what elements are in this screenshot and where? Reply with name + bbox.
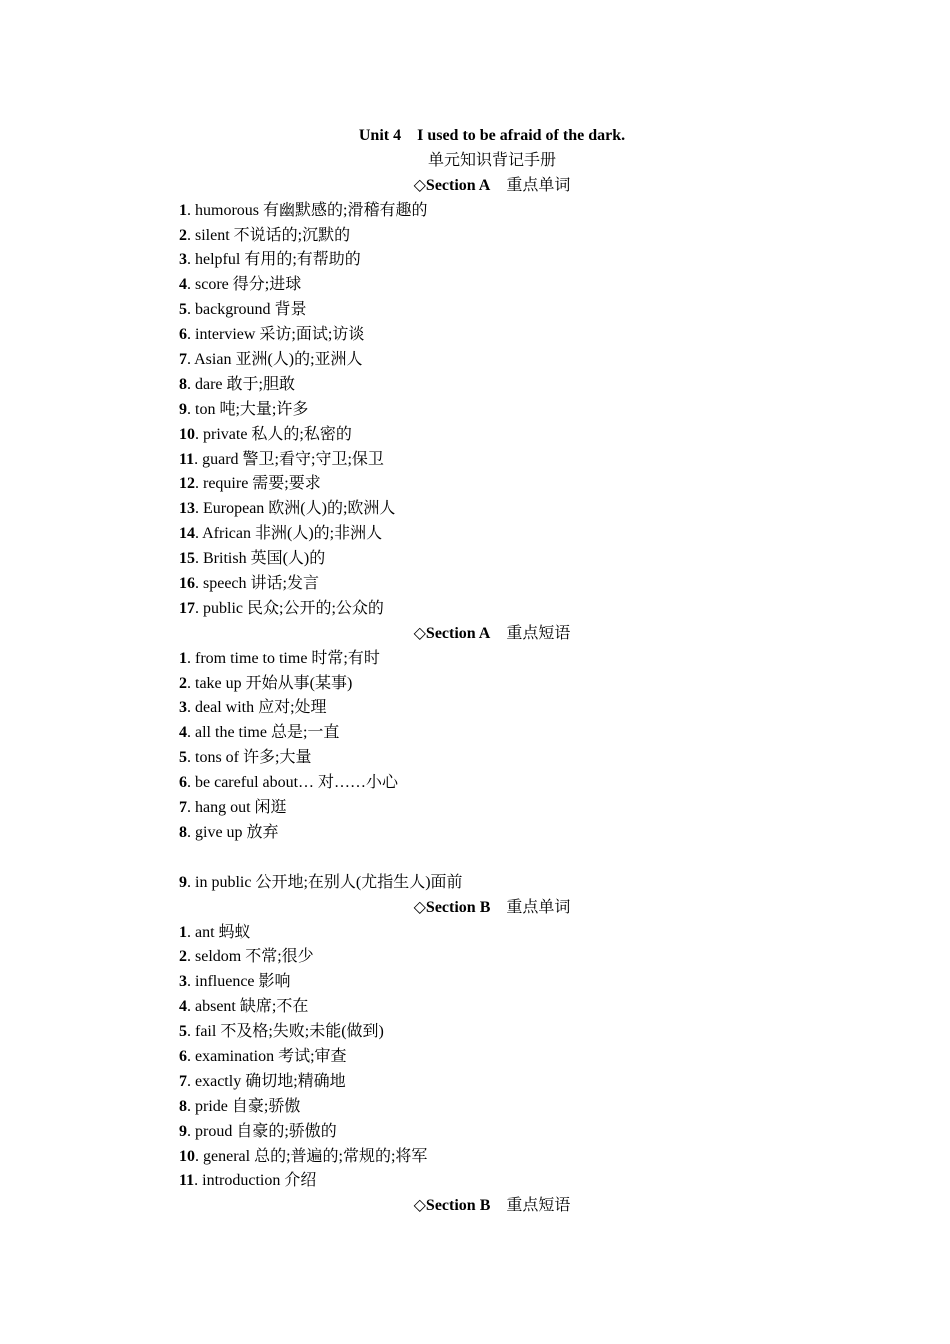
list-item: 8. dare 敢于;胆敢 — [179, 375, 295, 393]
item-number: 7 — [179, 799, 187, 817]
list-item: 5. tons of 许多;大量 — [179, 749, 312, 767]
list-item: 1. ant 蚂蚁 — [179, 923, 251, 941]
list-item: 1. from time to time 时常;有时 — [179, 649, 380, 667]
item-text: Asian 亚洲(人)的;亚洲人 — [194, 351, 363, 369]
list-item: 10. private 私人的;私密的 — [179, 425, 352, 443]
document-content — [179, 124, 809, 1219]
item-number: 17 — [179, 599, 195, 617]
item-text: ton 吨;大量;许多 — [195, 400, 309, 418]
list-item: 2. seldom 不常;很少 — [179, 948, 314, 966]
item-number: 11 — [179, 450, 195, 468]
item-text: silent 不说话的;沉默的 — [195, 226, 351, 244]
section-topic: 重点单词 — [506, 898, 571, 916]
item-number: 8 — [179, 823, 187, 841]
item-text: introduction 介绍 — [202, 1172, 317, 1190]
list-item: 11. guard 警卫;看守;守卫;保卫 — [179, 450, 384, 468]
section-heading — [179, 896, 805, 921]
item-text: dare 敢于;胆敢 — [195, 375, 295, 393]
list-item: 2. take up 开始从事(某事) — [179, 674, 353, 692]
item-number: 9 — [179, 873, 187, 891]
item-text: absent 缺席;不在 — [195, 998, 309, 1016]
list-item: 2. silent 不说话的;沉默的 — [179, 226, 351, 244]
item-number: 9 — [179, 400, 187, 418]
item-number: 8 — [179, 375, 187, 393]
section-topic: 重点单词 — [506, 176, 571, 194]
list-item: 5. fail 不及格;失败;未能(做到) — [179, 1023, 384, 1041]
list-item: 4. score 得分;进球 — [179, 276, 302, 294]
list-item: 3. influence 影响 — [179, 973, 291, 991]
item-text: private 私人的;私密的 — [203, 425, 352, 443]
list-item: 16. speech 讲话;发言 — [179, 575, 319, 593]
item-text: speech 讲话;发言 — [203, 575, 319, 593]
item-number: 1 — [179, 649, 187, 667]
item-text: general 总的;普遍的;常规的;将军 — [203, 1147, 428, 1165]
list-item: 6. be careful about… 对……小心 — [179, 774, 399, 792]
unit-title: Unit 4 I used to be afraid of the dark. — [358, 127, 626, 144]
item-number: 1 — [179, 201, 187, 219]
item-number: 2 — [179, 226, 187, 244]
item-number: 10 — [179, 425, 195, 443]
list-item: 8. give up 放弃 — [179, 823, 279, 841]
section-heading — [179, 622, 805, 647]
item-number: 2 — [179, 674, 187, 692]
item-text: ant 蚂蚁 — [195, 923, 251, 941]
item-number: 2 — [179, 948, 187, 966]
item-number: 16 — [179, 575, 195, 593]
item-text: all the time 总是;一直 — [195, 724, 340, 742]
item-text: interview 采访;面试;访谈 — [195, 326, 365, 344]
section-topic: 重点短语 — [506, 1197, 571, 1215]
item-number: 5 — [179, 1023, 187, 1041]
item-number: 14 — [179, 525, 195, 543]
list-item: 7. Asian 亚洲(人)的;亚洲人 — [179, 351, 363, 369]
item-text: tons of 许多;大量 — [195, 749, 312, 767]
list-item: 6. examination 考试;审查 — [179, 1047, 347, 1065]
section-heading — [179, 1194, 805, 1219]
list-item: 9. in public 公开地;在别人(尤指生人)面前 — [179, 873, 463, 891]
section-label: ◇Section B — [413, 898, 491, 916]
item-text: score 得分;进球 — [195, 276, 302, 294]
blank-line — [179, 846, 809, 871]
item-text: European 欧洲(人)的;欧洲人 — [203, 500, 396, 518]
list-item: 6. interview 采访;面试;访谈 — [179, 326, 365, 344]
item-number: 6 — [179, 326, 187, 344]
item-text: from time to time 时常;有时 — [195, 649, 380, 667]
item-text: humorous 有幽默感的;滑稽有趣的 — [195, 201, 428, 219]
item-text: influence 影响 — [195, 973, 291, 991]
list-item: 5. background 背景 — [179, 301, 307, 319]
section-label: ◇Section B — [413, 1197, 491, 1215]
item-number: 1 — [179, 923, 187, 941]
item-number: 9 — [179, 1122, 187, 1140]
section-label: ◇Section A — [413, 176, 491, 194]
list-item: 7. hang out 闲逛 — [179, 799, 287, 817]
list-item: 4. all the time 总是;一直 — [179, 724, 340, 742]
list-item: 17. public 民众;公开的;公众的 — [179, 599, 384, 617]
item-number: 13 — [179, 500, 195, 518]
list-item: 3. deal with 应对;处理 — [179, 699, 327, 717]
item-number: 5 — [179, 301, 187, 319]
item-text: pride 自豪;骄傲 — [195, 1097, 301, 1115]
list-item: 7. exactly 确切地;精确地 — [179, 1072, 346, 1090]
item-text: fail 不及格;失败;未能(做到) — [195, 1023, 384, 1041]
list-item: 4. absent 缺席;不在 — [179, 998, 309, 1016]
item-text: examination 考试;审查 — [195, 1047, 347, 1065]
section-label: ◇Section A — [413, 624, 491, 642]
list-item: 10. general 总的;普遍的;常规的;将军 — [179, 1147, 428, 1165]
item-number: 3 — [179, 251, 187, 269]
item-number: 4 — [179, 998, 187, 1016]
list-item: 8. pride 自豪;骄傲 — [179, 1097, 301, 1115]
item-number: 8 — [179, 1097, 187, 1115]
item-text: guard 警卫;看守;守卫;保卫 — [202, 450, 384, 468]
handbook-subtitle: 单元知识背记手册 — [427, 151, 556, 169]
item-text: exactly 确切地;精确地 — [195, 1072, 346, 1090]
item-number: 3 — [179, 699, 187, 717]
item-text: be careful about… 对……小心 — [195, 774, 399, 792]
item-text: take up 开始从事(某事) — [195, 674, 353, 692]
item-number: 3 — [179, 973, 187, 991]
item-number: 6 — [179, 1047, 187, 1065]
item-text: require 需要;要求 — [203, 475, 321, 493]
list-item: 9. proud 自豪的;骄傲的 — [179, 1122, 337, 1140]
item-text: deal with 应对;处理 — [195, 699, 327, 717]
list-item: 14. African 非洲(人)的;非洲人 — [179, 525, 383, 543]
item-text: helpful 有用的;有帮助的 — [195, 251, 361, 269]
item-number: 7 — [179, 351, 187, 369]
item-number: 11 — [179, 1172, 195, 1190]
item-text: African 非洲(人)的;非洲人 — [202, 525, 383, 543]
list-item: 12. require 需要;要求 — [179, 475, 321, 493]
item-text: background 背景 — [195, 301, 307, 319]
item-number: 12 — [179, 475, 195, 493]
item-number: 7 — [179, 1072, 187, 1090]
list-item: 9. ton 吨;大量;许多 — [179, 400, 309, 418]
item-text: in public 公开地;在别人(尤指生人)面前 — [195, 873, 463, 891]
section-topic: 重点短语 — [506, 624, 571, 642]
item-text: give up 放弃 — [195, 823, 279, 841]
section-heading — [179, 174, 805, 199]
item-text: public 民众;公开的;公众的 — [203, 599, 384, 617]
list-item: 1. humorous 有幽默感的;滑稽有趣的 — [179, 201, 428, 219]
list-item: 3. helpful 有用的;有帮助的 — [179, 251, 361, 269]
list-item: 15. British 英国(人)的 — [179, 550, 326, 568]
item-number: 15 — [179, 550, 195, 568]
list-item: 11. introduction 介绍 — [179, 1172, 317, 1190]
item-text: hang out 闲逛 — [195, 799, 287, 817]
item-number: 10 — [179, 1147, 195, 1165]
item-text: British 英国(人)的 — [203, 550, 326, 568]
item-number: 4 — [179, 276, 187, 294]
item-text: proud 自豪的;骄傲的 — [195, 1122, 337, 1140]
item-number: 5 — [179, 749, 187, 767]
item-number: 6 — [179, 774, 187, 792]
item-number: 4 — [179, 724, 187, 742]
list-item: 13. European 欧洲(人)的;欧洲人 — [179, 500, 396, 518]
item-text: seldom 不常;很少 — [195, 948, 314, 966]
